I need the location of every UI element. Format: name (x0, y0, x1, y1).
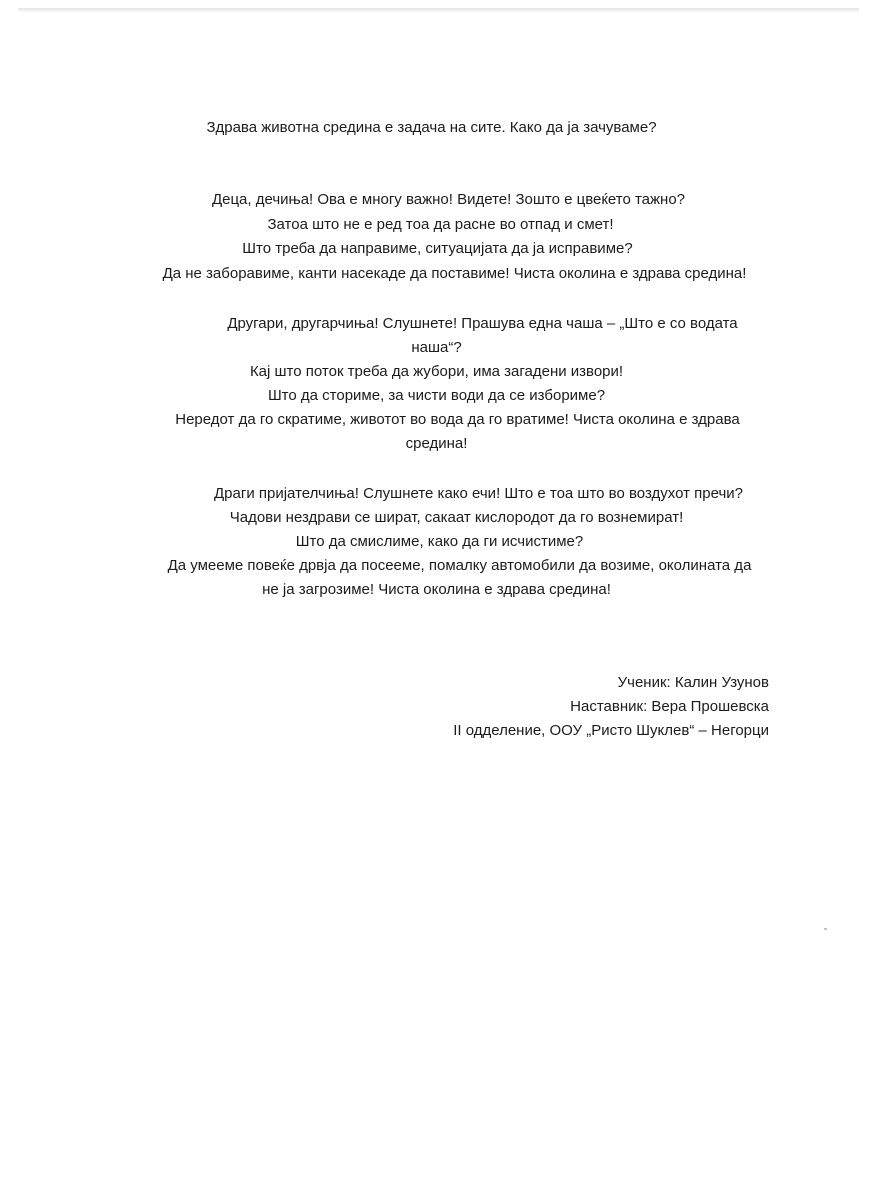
stanza-3-line-4: Да умееме повеќе дрвја да посееме, помалку автомобили да возиме, околината да (167, 557, 752, 574)
stanza-2-line-5: Нередот да го скратиме, животот во вода да го вратиме! Чиста околина е здрава (175, 411, 740, 428)
school-info: II одделение, ООУ „Ристо Шуклев“ – Негорци (453, 722, 769, 739)
student-name: Ученик: Калин Узунов (617, 674, 769, 691)
document-title: Здрава животна средина е задача на сите. Како да ја зачуваме? (206, 119, 657, 136)
teacher-name: Наставник: Вера Прошевска (570, 698, 769, 715)
stanza-3-line-2: Чадови нездрави се шират, сакаат кислородот да го вознемират! (229, 509, 684, 526)
stanza-1-line-3: Што треба да направиме, ситуацијата да ја исправиме? (242, 240, 633, 257)
scan-edge-shadow (18, 8, 859, 13)
stanza-1-line-1: Деца, дечиња! Ова е многу важно! Видете! Зошто е цвеќето тажно? (211, 191, 686, 208)
stanza-1-line-4: Да не заборавиме, канти насекаде да поставиме! Чиста околина е здрава средина! (162, 265, 747, 282)
stanza-2-line-6: средина! (405, 435, 468, 452)
stanza-1-line-2: Затоа што не е ред тоа да расне во отпад и смет! (267, 216, 614, 233)
stanza-2-line-4: Што да сториме, за чисти води да се избориме? (267, 387, 606, 404)
scan-speck (824, 928, 827, 930)
stanza-3-line-5: не ја загрозиме! Чиста околина е здрава средина! (262, 581, 611, 598)
stanza-2-line-1: Другари, другарчиња! Слушнете! Прашува една чаша – „Што е со водата (227, 315, 738, 332)
stanza-2-line-3: Кај што поток треба да жубори, има загадени извори! (249, 363, 624, 380)
stanza-3-line-3: Што да смислиме, како да ги исчистиме? (295, 533, 584, 550)
stanza-2-line-2: наша“? (411, 339, 462, 356)
stanza-3-line-1: Драги пријателчиња! Слушнете како ечи! Што е тоа што во воздухот пречи? (214, 485, 743, 502)
